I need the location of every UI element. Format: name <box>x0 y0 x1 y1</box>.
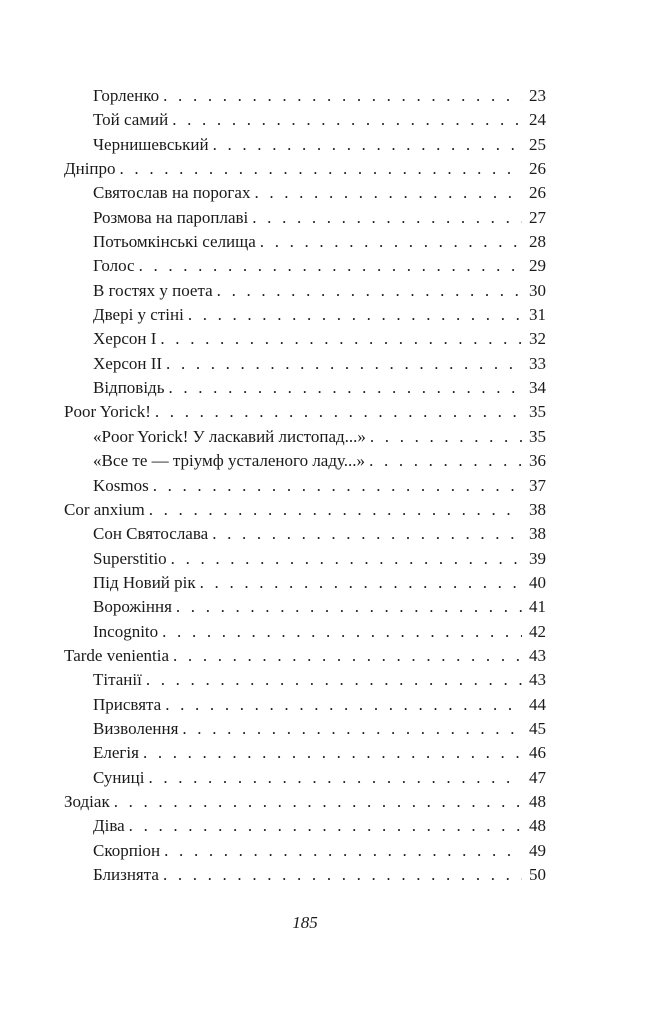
toc-entry <box>64 181 546 205</box>
toc-section-entry <box>64 400 546 424</box>
dot-leader <box>155 400 522 424</box>
toc-entry <box>64 766 546 790</box>
toc-entry-page: 48 <box>529 816 546 836</box>
toc-entry <box>64 279 546 303</box>
toc-entry-page: 44 <box>529 694 546 714</box>
toc-entry-page: 50 <box>529 865 546 884</box>
toc-entry-title: Дніпро <box>64 159 116 179</box>
toc-entry <box>64 595 546 619</box>
toc-entry-page: 41 <box>529 597 546 617</box>
toc-entry <box>64 425 546 449</box>
dot-leader <box>164 839 522 863</box>
toc-entry-page: 43 <box>529 645 546 665</box>
toc-entry-title: Kosmos <box>93 475 149 495</box>
toc-entry <box>64 352 546 376</box>
toc-entry-title: Присвята <box>93 694 162 714</box>
dot-leader <box>173 644 522 668</box>
dot-leader <box>217 279 522 303</box>
dot-leader <box>148 766 522 790</box>
toc-entry-title: Ворожіння <box>93 597 172 617</box>
toc-entry-page: 29 <box>529 256 546 276</box>
dot-leader <box>188 303 522 327</box>
toc-entry-title: Херсон II <box>93 353 163 373</box>
toc-entry-title: Потьомкінські селища <box>93 232 256 252</box>
toc-entry-title: Суниці <box>93 767 145 787</box>
toc-entry <box>64 717 546 741</box>
dot-leader <box>172 108 522 132</box>
toc-entry-page: 25 <box>529 134 546 154</box>
toc-entry-page: 47 <box>529 767 546 787</box>
toc-entry <box>64 474 546 498</box>
toc-entry <box>64 741 546 765</box>
dot-leader <box>162 620 522 644</box>
toc-entry-title: Скорпіон <box>93 840 161 860</box>
toc-entry-page: 35 <box>529 402 546 422</box>
toc-section-entry <box>64 157 546 181</box>
dot-leader <box>129 814 522 838</box>
dot-leader <box>163 863 522 887</box>
toc-entry-page: 40 <box>529 572 546 592</box>
toc-entry-page: 32 <box>529 329 546 349</box>
toc-entry <box>64 376 546 400</box>
dot-leader <box>160 327 522 351</box>
toc-entry-title: Зодіак <box>64 791 110 811</box>
toc-entry-title: Близнята <box>93 865 159 884</box>
toc-section-entry <box>64 790 546 814</box>
toc-entry <box>64 547 546 571</box>
dot-leader <box>370 425 522 449</box>
dot-leader <box>252 206 522 230</box>
toc-entry-title: Сон Святослава <box>93 524 209 544</box>
toc-entry <box>64 230 546 254</box>
toc-entry-page: 45 <box>529 718 546 738</box>
toc-entry <box>64 693 546 717</box>
toc-entry-title: Poor Yorick! <box>64 402 151 422</box>
dot-leader <box>171 547 522 571</box>
toc-entry-page: 26 <box>529 159 546 179</box>
dot-leader <box>176 595 522 619</box>
toc-entry <box>64 108 546 132</box>
toc-entry <box>64 863 546 887</box>
dot-leader <box>153 474 522 498</box>
toc-entry-title: «Все те — тріумф усталеного ладу...» <box>93 451 366 471</box>
dot-leader <box>146 668 522 692</box>
toc-entry-page: 37 <box>529 475 546 495</box>
toc-section-entry <box>64 644 546 668</box>
toc-entry-page: 39 <box>529 548 546 568</box>
toc-entry-title: Incognito <box>93 621 159 641</box>
dot-leader <box>254 181 522 205</box>
dot-leader <box>212 522 522 546</box>
toc-entry-title: Двері у стіні <box>93 305 184 325</box>
dot-leader <box>165 693 522 717</box>
page-number: 185 <box>292 913 318 932</box>
dot-leader <box>114 790 522 814</box>
toc-entry-page: 42 <box>529 621 546 641</box>
dot-leader <box>213 133 522 157</box>
toc-entry-title: В гостях у поета <box>93 280 213 300</box>
toc-entry-page: 34 <box>529 378 546 398</box>
toc-entry-title: Тітанії <box>93 670 142 690</box>
toc-entry-title: Голос <box>93 256 135 276</box>
dot-leader <box>260 230 522 254</box>
toc-entry-title: Діва <box>93 816 125 836</box>
toc-entry-title: Святослав на порогах <box>93 183 251 203</box>
toc-entry-page: 28 <box>529 232 546 252</box>
toc-entry-title: Елегія <box>93 743 139 763</box>
toc-entry-page: 36 <box>529 451 546 471</box>
toc-entry <box>64 133 546 157</box>
toc-entry-page: 33 <box>529 353 546 373</box>
toc-entry <box>64 449 546 473</box>
toc-entry-title: Той самий <box>93 110 169 130</box>
toc-section-entry <box>64 498 546 522</box>
toc-entry-title: Визволення <box>93 718 179 738</box>
toc-entry-page: 31 <box>529 305 546 325</box>
toc-entry-title: Херсон I <box>93 329 157 349</box>
toc-entry-title: Під Новий рік <box>93 572 196 592</box>
toc-entry-page: 30 <box>529 280 546 300</box>
toc-entry <box>64 206 546 230</box>
toc-entry-title: Superstitio <box>93 548 167 568</box>
toc-entry-title: Відповідь <box>93 378 165 398</box>
toc-entry-page: 49 <box>529 840 546 860</box>
toc-entry <box>64 620 546 644</box>
toc-entry-title: Розмова на пароплаві <box>93 207 249 227</box>
toc-entry <box>64 84 546 108</box>
dot-leader <box>369 449 522 473</box>
toc-entry <box>64 522 546 546</box>
toc-entry-page: 46 <box>529 743 546 763</box>
toc-entry-page: 23 <box>529 86 546 105</box>
dot-leader <box>149 498 522 522</box>
toc-entry-page: 26 <box>529 183 546 203</box>
dot-leader <box>182 717 522 741</box>
toc-entry-page: 43 <box>529 670 546 690</box>
dot-leader <box>200 571 522 595</box>
toc-entry-page: 38 <box>529 499 546 519</box>
toc-entry <box>64 814 546 838</box>
toc-entry <box>64 839 546 863</box>
toc-entry <box>64 327 546 351</box>
toc-entry-title: «Poor Yorick! У ласкавий листопад...» <box>93 426 366 446</box>
toc-entry-page: 38 <box>529 524 546 544</box>
toc-entry-title: Чернишевський <box>93 134 209 154</box>
dot-leader <box>139 254 522 278</box>
dot-leader <box>143 741 522 765</box>
dot-leader <box>120 157 522 181</box>
toc-entry <box>64 571 546 595</box>
toc-entry-title: Горленко <box>93 86 160 105</box>
dot-leader <box>168 376 522 400</box>
toc-entry <box>64 668 546 692</box>
toc-entry-page: 27 <box>529 207 546 227</box>
toc-entry-title: Tarde venientia <box>64 645 170 665</box>
table-of-contents <box>64 84 546 887</box>
toc-entry-title: Cor anxium <box>64 499 145 519</box>
toc-entry <box>64 303 546 327</box>
toc-entry-page: 48 <box>529 791 546 811</box>
toc-entry-page: 35 <box>529 426 546 446</box>
toc-entry-page: 24 <box>529 110 546 130</box>
dot-leader <box>163 84 522 108</box>
toc-entry <box>64 254 546 278</box>
dot-leader <box>166 352 522 376</box>
